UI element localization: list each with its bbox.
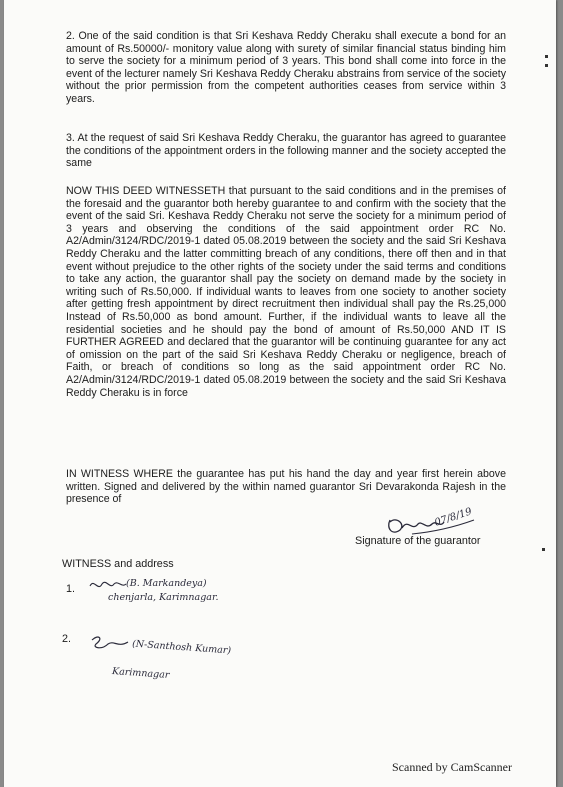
signature-date: 07/8/19 xyxy=(433,506,474,529)
witness-title: WITNESS and address xyxy=(62,558,174,570)
scan-mark xyxy=(542,548,545,551)
witness-2-number: 2. xyxy=(62,633,72,645)
signature-label: Signature of the guarantor xyxy=(355,535,481,547)
witness-2-signature xyxy=(88,632,132,656)
witness-1-name: (B. Markandeya) xyxy=(126,578,207,589)
paragraph-condition-3: 3. At the request of said Sri Keshava Reddy Cheraku, the guarantor has agreed to guarantee the conditions of the appointment orders in the following manner and the society accepted the same xyxy=(66,132,506,170)
document-page xyxy=(4,0,556,787)
paragraph-in-witness: IN WITNESS WHERE the guarantee has put his hand the day and year first herein above written. Signed and delivered by the within named guarantor Sri Devarakonda Rajesh in the presence of xyxy=(66,468,506,506)
witness-2-name: (N-Santhosh Kumar) xyxy=(131,638,232,657)
paragraph-deed-witnesseth: NOW THIS DEED WITNESSETH that pursuant to the said conditions and in the premises of the foresaid and the guarantor both hereby guarantee to and confirm with the society that the event of the said Sri. Keshava Reddy Cheraku not serve the society for a minimum period of 3 years and observing the conditions of the said appointment order RC No. A2/Admin/3124/RDC/2019-1 dated 05.08.2019 between the society and the said Sri Keshava Reddy Cheraku and the latter committing breach of any conditions, there off then and in that event without prejudice to the other rights of the society under the said terms and conditions to take any action, the guarantor shall pay the society on demand made by the society in writing such of Rs.50,000. If individual wants to leaves from one society to another society after getting fresh appointment by direct recruitment then individual shall pay the Rs.25,000 Instead of Rs.50,000 as bond amount. Further, if the individual wants to leave all the residential societies and he should pay the bond of amount of Rs.50,000 AND IT IS FURTHER AGREED and declared that the guarantor will be continuing guarantee for any act of omission on the part of the said Sri Keshava Reddy Cheraku or negligence, breach of Faith, or breach of conditions so long as the said appointment order RC No. A2/Admin/3124/RDC/2019-1 dated 05.08.2019 between the society and the said Sri Keshava Reddy Cheraku is in force xyxy=(66,185,506,399)
scan-mark xyxy=(545,64,548,67)
scan-mark xyxy=(545,55,548,58)
scanner-footer: Scanned by CamScanner xyxy=(392,760,512,774)
paragraph-condition-2: 2. One of the said condition is that Sri Keshava Reddy Cheraku shall execute a bond for an amount of Rs.50000/- monitory value along with surety of similar financial status binding him to serve the society for a minimum period of 3 years. This bond shall come into force in the event of the lecturer namely Sri Keshava Reddy Cheraku abstrains from service of the society without the prior permission from the competent authorities ceases from service within 3 years. xyxy=(66,30,506,105)
witness-2-address: Karimnagar xyxy=(111,666,170,681)
witness-1-number: 1. xyxy=(66,583,76,595)
witness-1-address: chenjarla, Karimnagar. xyxy=(108,592,219,603)
